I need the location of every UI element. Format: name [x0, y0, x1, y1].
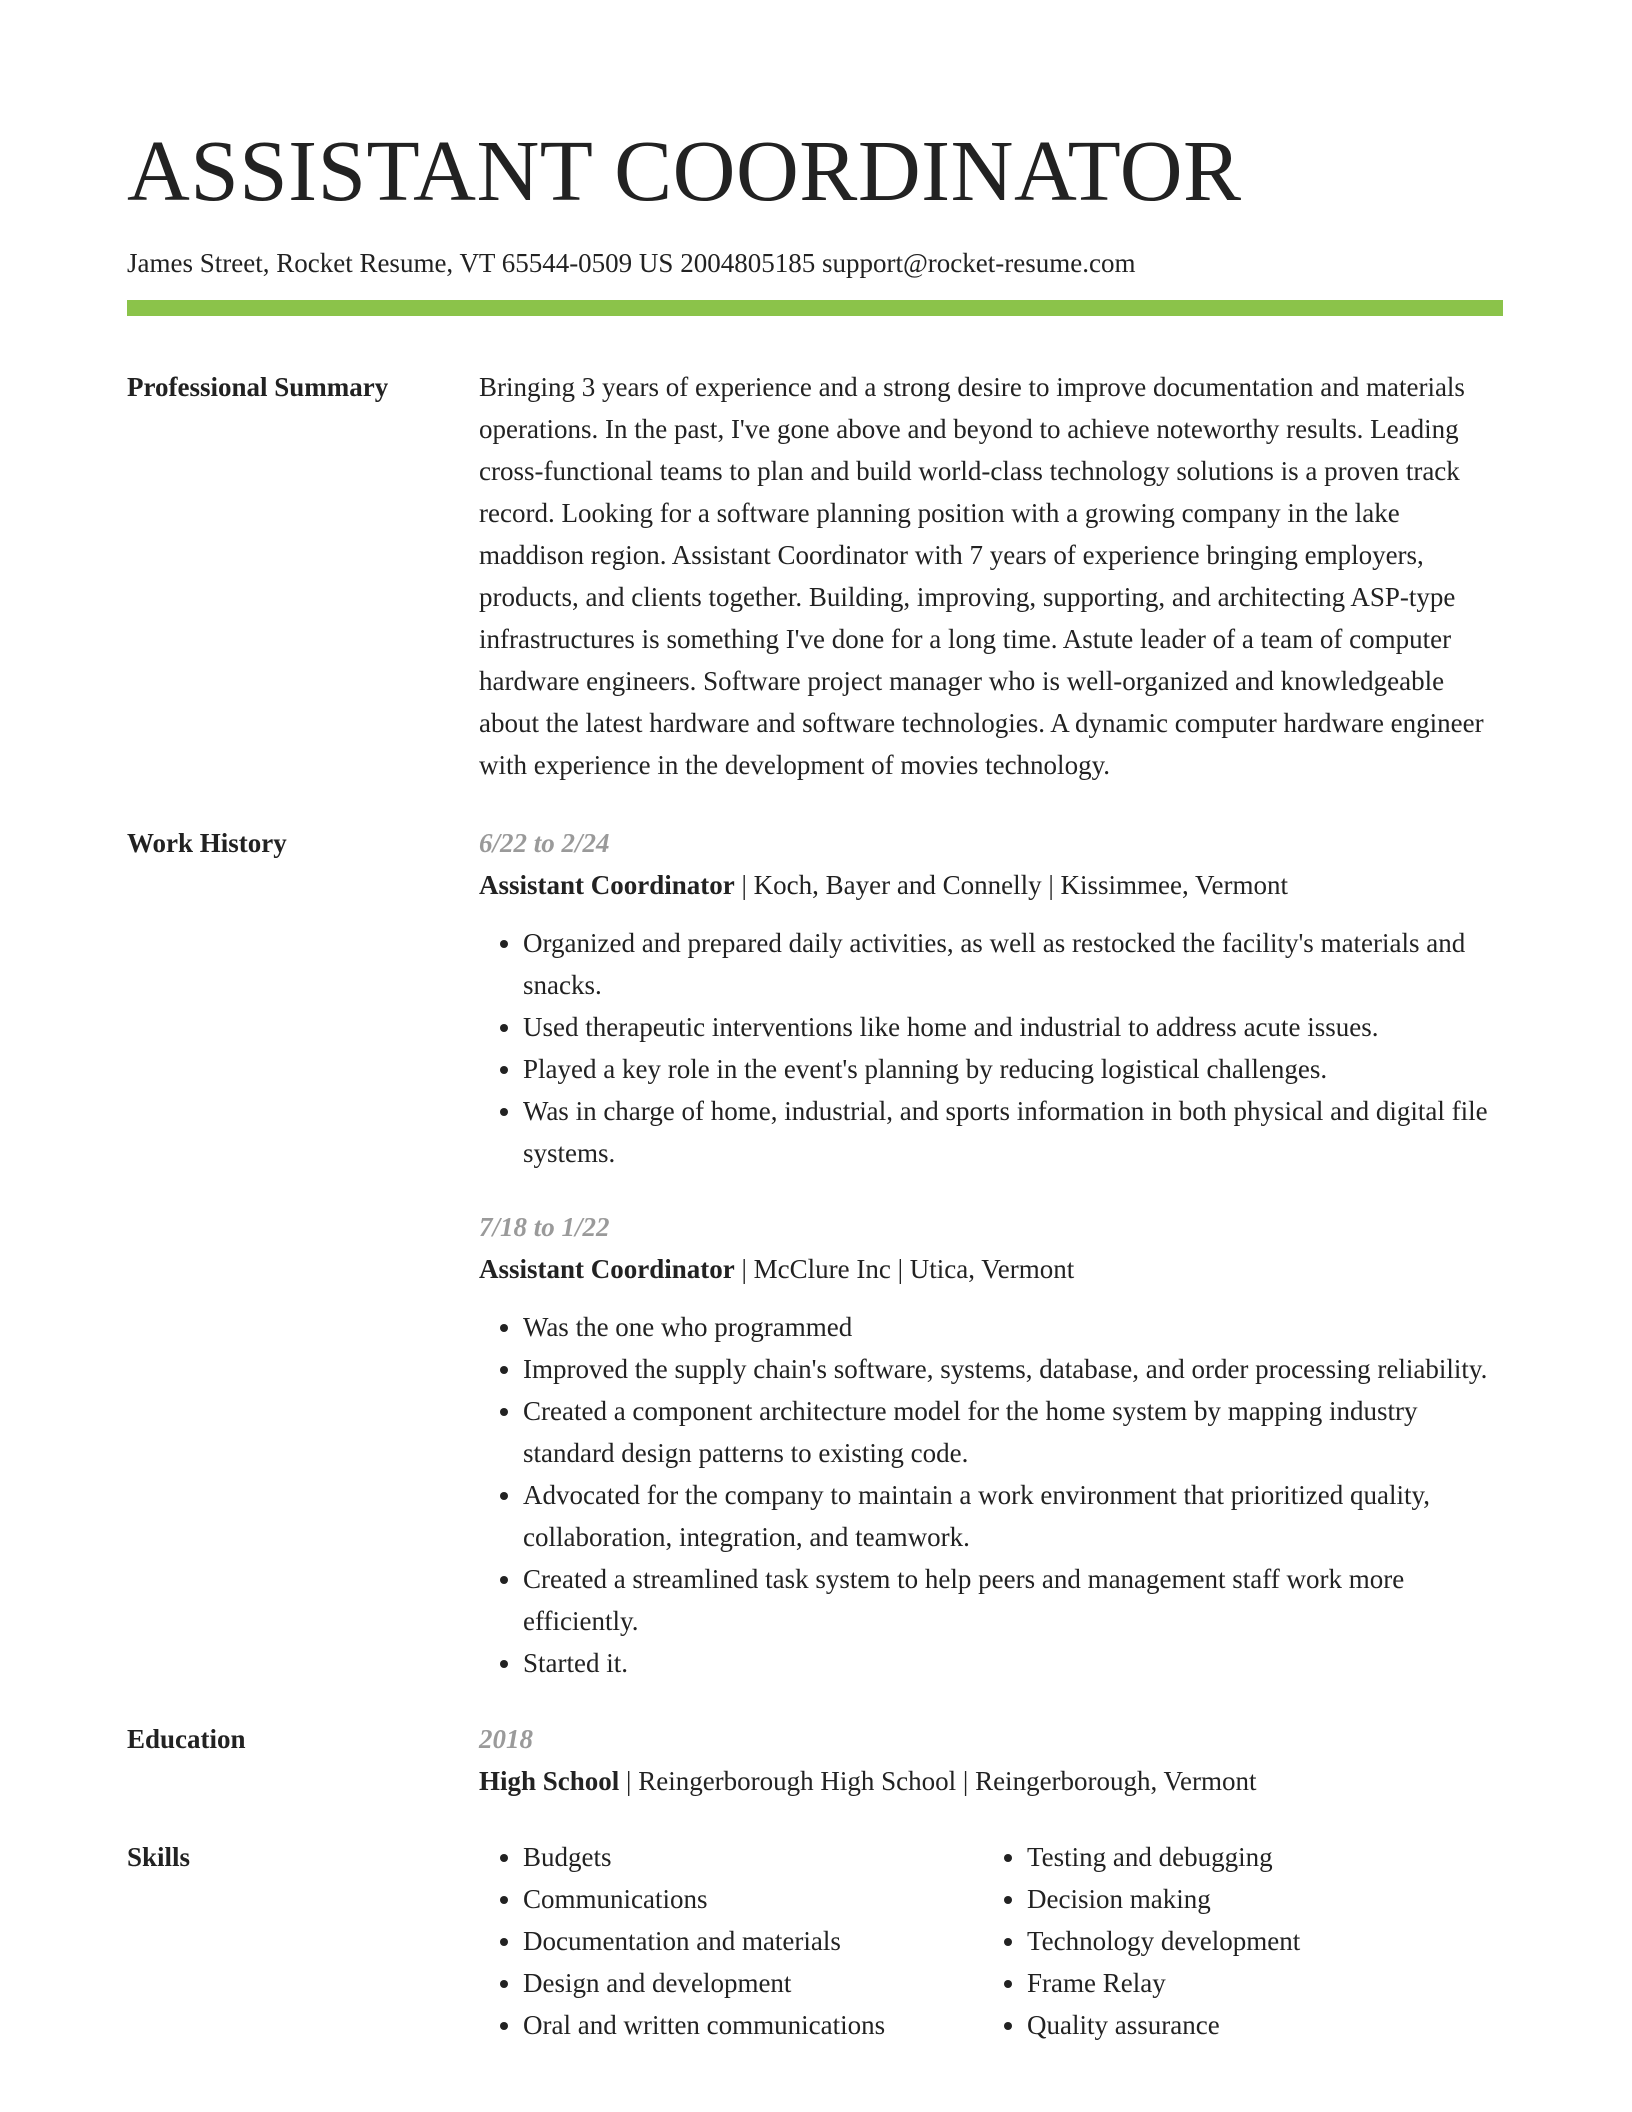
job-bullet: • Started it. [523, 1642, 1503, 1684]
education-body [479, 1718, 1503, 1802]
job-bullet: • Was the one who programmed [523, 1306, 1503, 1348]
skill-item: • Quality assurance [1027, 2004, 1487, 2046]
skill-item: • Technology development [1027, 1920, 1487, 1962]
job-bullet: • Created a component architecture model for the home system by mapping industry standard design patterns to existing code. [523, 1390, 1503, 1474]
resume-name-heading: ASSISTANT COORDINATOR [127, 122, 1242, 219]
job-bullet: • Was in charge of home, industrial, and sports information in both physical and digital file systems. [523, 1090, 1503, 1174]
skill-item: • Budgets [523, 1836, 983, 1878]
skills-label: Skills [127, 1842, 191, 1872]
job-bullets [479, 922, 1503, 1174]
job-bullet: • Played a key role in the event's planning by reducing logistical challenges. [523, 1048, 1503, 1090]
skill-item: • Frame Relay [1027, 1962, 1487, 2004]
summary-body [479, 366, 1503, 786]
job-dates: 6/22 to 2/24 [479, 828, 610, 858]
skill-item: • Design and development [523, 1962, 983, 2004]
job-details: | Koch, Bayer and Connelly | Kissimmee, Vermont [734, 870, 1288, 900]
job-dates: 7/18 to 1/22 [479, 1212, 610, 1242]
work-history-body [479, 822, 1503, 1684]
skill-item: • Documentation and materials [523, 1920, 983, 1962]
skills-list-right [983, 1836, 1487, 2046]
job-role-line [479, 864, 1503, 906]
summary-label: Professional Summary [127, 372, 389, 402]
work-history-label: Work History [127, 828, 287, 858]
job-bullet: • Advocated for the company to maintain a work environment that prioritized quality, collaboration, integration, and teamwork. [523, 1474, 1503, 1558]
job-entry [479, 822, 1503, 1174]
skill-item: • Oral and written communications [523, 2004, 983, 2046]
job-role-line [479, 1248, 1503, 1290]
job-bullet: • Created a streamlined task system to help peers and management staff work more efficiently. [523, 1558, 1503, 1642]
skills-columns [479, 1836, 1503, 2046]
job-title: Assistant Coordinator [479, 870, 735, 900]
skills-body [479, 1836, 1503, 2046]
skills-list-left [479, 1836, 983, 2046]
work-history-section [127, 822, 1503, 1684]
job-bullet: • Used therapeutic interventions like home and industrial to address acute issues. [523, 1006, 1503, 1048]
job-details: | McClure Inc | Utica, Vermont [734, 1254, 1075, 1284]
job-entry [479, 1206, 1503, 1684]
resume-page [127, 0, 1503, 2046]
skills-section [127, 1836, 1503, 2046]
job-bullet: • Improved the supply chain's software, systems, database, and order processing reliability. [523, 1348, 1503, 1390]
skill-item: • Communications [523, 1878, 983, 1920]
education-line [479, 1760, 1503, 1802]
skill-item: • Testing and debugging [1027, 1836, 1487, 1878]
education-degree: High School [479, 1766, 620, 1796]
job-title: Assistant Coordinator [479, 1254, 735, 1284]
education-date: 2018 [479, 1724, 533, 1754]
header-divider [127, 300, 1503, 316]
summary-text: Bringing 3 years of experience and a strong desire to improve documentation and materials operations. In the past, I've gone above and beyond to achieve noteworthy results. Leading cross-functional teams to plan and build world-class technology solutions is a proven track record. Looking for a software planning position with a growing company in the lake maddison region. Assistant Coordinator with 7 years of experience bringing employers, products, and clients together. Building, improving, supporting, and architecting ASP-type infrastructures is something I've done for a long time. Astute leader of a team of computer hardware engineers. Software project manager who is well-organized and knowledgeable about the latest hardware and software technologies. A dynamic computer hardware engineer with experience in the development of movies technology. [479, 372, 1484, 780]
education-details: | Reingerborough High School | Reingerborough, Vermont [619, 1766, 1257, 1796]
education-label: Education [127, 1724, 246, 1754]
summary-section [127, 366, 1503, 786]
education-section [127, 1718, 1503, 1802]
job-bullets [479, 1306, 1503, 1684]
contact-line: James Street, Rocket Resume, VT 65544-0509 US 2004805185 support@rocket-resume.com [127, 248, 1136, 278]
job-bullet: • Organized and prepared daily activities, as well as restocked the facility's materials and snacks. [523, 922, 1503, 1006]
skill-item: • Decision making [1027, 1878, 1487, 1920]
